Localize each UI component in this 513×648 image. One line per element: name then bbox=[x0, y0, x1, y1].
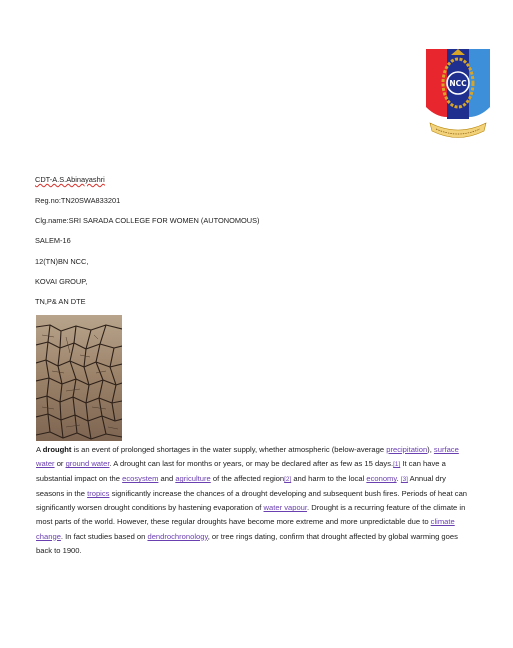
directorate-line: TN,P& AN DTE bbox=[35, 297, 86, 306]
ncc-logo bbox=[424, 45, 492, 149]
link-precipitation[interactable]: precipitation bbox=[386, 445, 428, 454]
cracked-earth-photo bbox=[36, 315, 122, 441]
cadet-name: CDT-A.S.Abinayashri bbox=[35, 175, 105, 184]
group-line: KOVAI GROUP, bbox=[35, 277, 88, 286]
link-tropics[interactable]: tropics bbox=[87, 489, 110, 499]
link-economy[interactable]: economy bbox=[366, 474, 397, 484]
term-drought: drought bbox=[42, 445, 72, 454]
link-agriculture[interactable]: agriculture bbox=[175, 474, 211, 484]
link-ground-water[interactable]: ground water bbox=[65, 459, 110, 469]
logo-text: NCC bbox=[449, 79, 467, 88]
link-ecosystem[interactable]: ecosystem bbox=[122, 474, 159, 484]
citation-2[interactable]: [2] bbox=[284, 476, 292, 484]
link-water-vapour[interactable]: water vapour bbox=[263, 503, 308, 513]
citation-1[interactable]: [1] bbox=[393, 461, 401, 469]
ncc-emblem-icon bbox=[424, 45, 492, 149]
battalion-line: 12(TN)BN NCC, bbox=[35, 257, 89, 266]
registration-number: Reg.no:TN20SWA833201 bbox=[35, 196, 121, 205]
link-dendrochronology[interactable]: dendrochronology bbox=[147, 531, 208, 541]
city-line: SALEM-16 bbox=[35, 236, 71, 245]
citation-3[interactable]: [3] bbox=[400, 476, 408, 484]
drought-paragraph: A drought is an event of prolonged shortages in the water supply, whether atmospheric (below-average precipitation), surface water or ground water. A drought can last for months or years, or may be declared after as few as 15 days.[1] It can have a substantial impact on the ecosystem and agriculture of the affected region[2] and harm to the local economy. [3] Annual dry seasons in the tropics significantly increase the chances of a drought developing and subsequent bush fires. Periods of heat can significantly worsen drought conditions by hastening evaporation of water vapour. Drought is a recurring feature of the climate in most parts of the world. However, these regular droughts have become more extreme and more unpredictable due to climate change. In fact studies based on dendrochronology, or tree rings dating, confirm that drought affected by global warming goes back to 1900. bbox=[36, 445, 468, 555]
link-climate-change[interactable]: climate change bbox=[36, 517, 455, 541]
college-name: Clg.name:SRI SARADA COLLEGE FOR WOMEN (AUTONOMOUS) bbox=[35, 216, 260, 225]
link-surface-water[interactable]: surface water bbox=[36, 445, 459, 469]
